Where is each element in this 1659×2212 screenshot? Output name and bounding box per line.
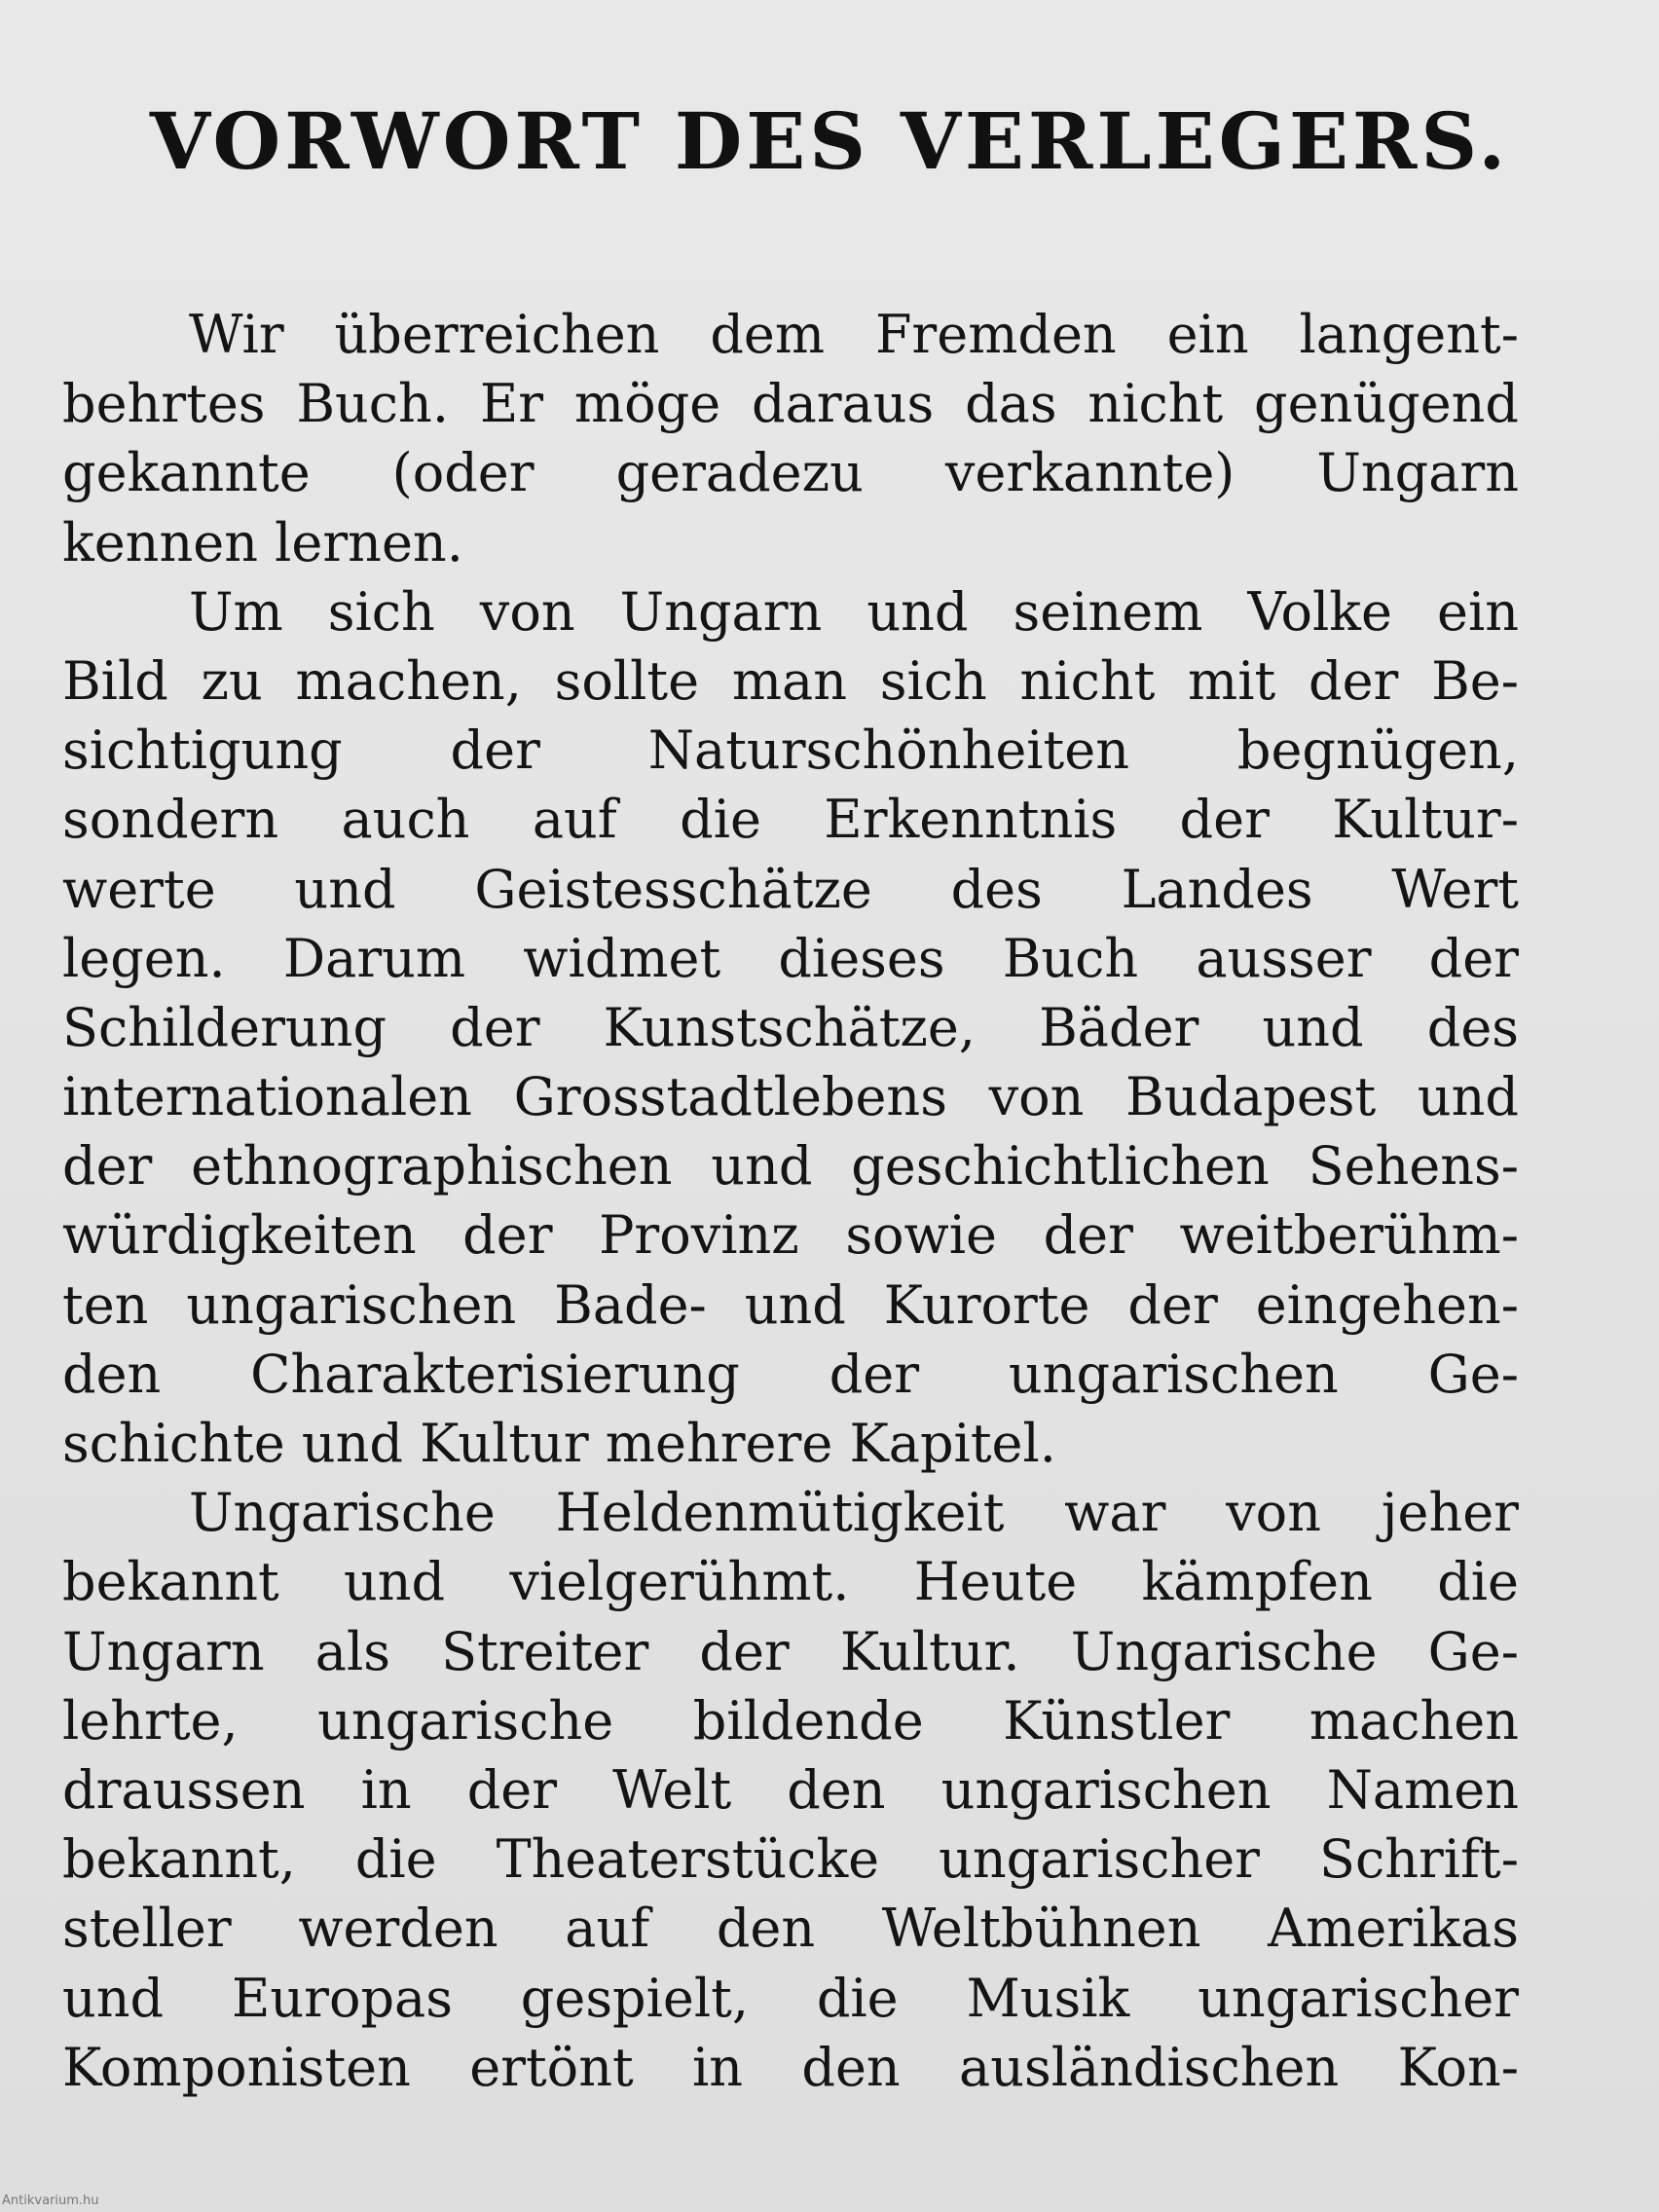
text-line: Komponisten ertönt in den ausländischen Kon- (62, 2036, 1519, 2098)
text-line: sondern auch auf die Erkenntnis der Kultur- (62, 789, 1519, 851)
text-line: behrtes Buch. Er möge daraus das nicht genügend (62, 373, 1519, 435)
text-line: ten ungarischen Bade- und Kurorte der eingehen- (62, 1273, 1519, 1336)
text-line: Um sich von Ungarn und seinem Volke ein (189, 580, 1519, 643)
text-line: Wir überreichen dem Fremden ein langent- (189, 304, 1519, 365)
text-line: Bild zu machen, sollte man sich nicht mit der Be- (62, 649, 1519, 712)
text-line: schichte und Kultur mehrere Kapitel. (62, 1413, 1056, 1474)
text-line: kennen lernen. (62, 511, 463, 573)
text-line: steller werden auf den Weltbühnen Amerikas (62, 1898, 1519, 1960)
text-line: Schilderung der Kunstschätze, Bäder und des (62, 996, 1519, 1058)
body-text (62, 300, 1519, 2102)
text-line: sichtigung der Naturschönheiten begnügen, (62, 719, 1519, 782)
page-title: VORWORT DES VERLEGERS. (149, 95, 1510, 187)
watermark-text: Antikvarium.hu (2, 2194, 99, 2208)
text-line: Ungarn als Streiter der Kultur. Ungarische Ge- (62, 1620, 1519, 1682)
text-line: der ethnographischen und geschichtlichen Sehens- (62, 1135, 1519, 1198)
text-line: lehrte, ungarische bildende Künstler machen (62, 1689, 1519, 1751)
text-line: den Charakterisierung der ungarischen Ge- (62, 1343, 1519, 1405)
text-line: draussen in der Welt den ungarischen Namen (62, 1758, 1519, 1821)
text-line: bekannt, die Theaterstücke ungarischer Schrift- (62, 1828, 1519, 1891)
text-line: und Europas gespielt, die Musik ungarischer (62, 1967, 1519, 2029)
text-line: würdigkeiten der Provinz sowie der weitberühm- (62, 1204, 1519, 1267)
text-line: werte und Geistesschätze des Landes Wert (62, 858, 1519, 920)
text-line: internationalen Grosstadtlebens von Budapest und (62, 1066, 1519, 1128)
text-line: bekannt und vielgerühmt. Heute kämpfen die (62, 1551, 1519, 1613)
text-line: gekannte (oder geradezu verkannte) Ungarn (62, 442, 1519, 504)
text-line: Ungarische Heldenmütigkeit war von jeher (189, 1482, 1519, 1544)
text-line: legen. Darum widmet dieses Buch ausser der (62, 927, 1519, 989)
